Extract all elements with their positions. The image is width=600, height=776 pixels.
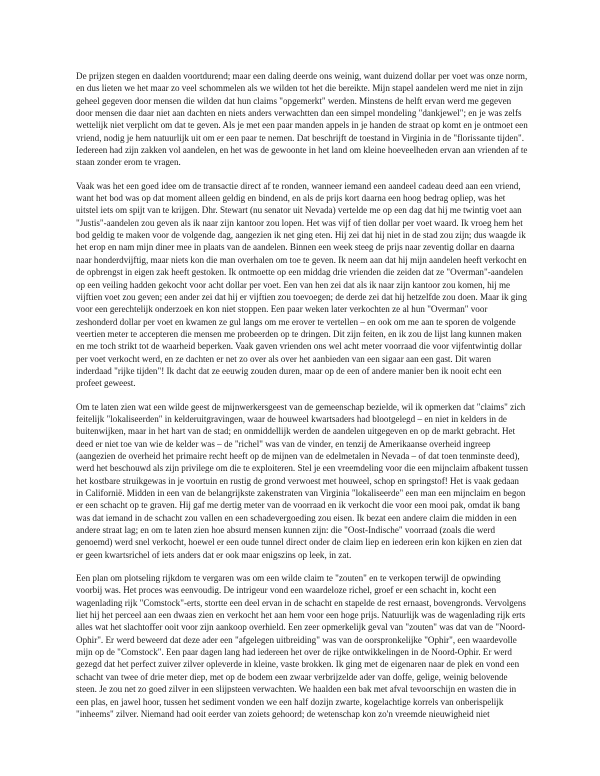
paragraph-3: Om te laten zien wat een wilde geest de mijnwerkersgeest van de gemeenschap bezielde, wil ik opmerken dat "claims" zich feitelijk "lokaliseerden" in kelderuitgravingen, waar de houweel kwartsaders had blootgelegd – en niet in kelders in de buitenwijken, maar in het hart van de stad; en onmiddellijk werden de aandelen uitgegeven en op de markt gebracht. Het deed er niet toe van wie de kelder was – de "richel" was van de vinder, en tenzij de Amerikaanse overheid ingreep (aangezien de overheid het primaire recht heeft op de mijnen van de edelmetalen in Nevada – of dat toen tenminste deed), werd het beschouwd als zijn privilege om die te exploiteren. Stel je een vreemdeling voor die een mijnclaim afbakent tussen het kostbare struikgewas in je voortuin en rustig de grond verwoest met houweel, schop en springstof! Het is vaak gedaan in Californië. Midden in een van de belangrijkste zakenstraten van Virginia "lokaliseerde" een man een mijnclaim en begon er een schacht op te graven. Hij gaf me dertig meter van de voorraad en ik verkocht die voor een mooi pak, omdat ik bang was dat iemand in de schacht zou vallen en een schadevergoeding zou eisen. Ik bezat een andere claim die midden in een andere straat lag; en om te laten zien hoe absurd mensen kunnen zijn: die "Oost-Indische" voorraad (zoals die werd genoemd) werd snel verkocht, hoewel er een oude tunnel direct onder de claim liep en iedereen erin kon kijken en zien dat er geen kwartsrichel of iets anders dat er ook maar enigszins op leek, in zat. [76,401,529,560]
paragraph-2: Vaak was het een goed idee om de transactie direct af te ronden, wanneer iemand een aandeel cadeau deed aan een vriend, want het bod was op dat moment alleen geldig en bindend, en als de prijs kort daarna een hoog bedrag opliep, was het uitstel iets om spijt van te krijgen. Dhr. Stewart (nu senator uit Nevada) vertelde me op een dag dat hij me twintig voet aan "Justis"-aandelen zou geven als ik naar zijn kantoor zou lopen. Het was vijf of tien dollar per voet waard. Ik vroeg hem het bod geldig te maken voor de volgende dag, aangezien ik net ging eten. Hij zei dat hij niet in de stad zou zijn; dus waagde ik het erop en nam mijn diner mee in plaats van de aandelen. Binnen een week steeg de prijs naar zeventig dollar en daarna naar honderdvijftig, maar niets kon die man overhalen om toe te geven. Ik neem aan dat hij mijn aandelen heeft verkocht en de opbrengst in eigen zak heeft gestoken. Ik ontmoette op een middag drie vrienden die zeiden dat ze "Overman"-aandelen op een veiling hadden gekocht voor acht dollar per voet. Een van hen zei dat als ik naar zijn kantoor zou komen, hij me vijftien voet zou geven; een ander zei dat hij er vijftien zou toevoegen; de derde zei dat hij hetzelfde zou doen. Maar ik ging voor een gerechtelijk onderzoek en kon niet stoppen. Een paar weken later verkochten ze al hun "Overman" voor zeshonderd dollar per voet en kwamen ze gul langs om me erover te vertellen – en ook om me aan te sporen de volgende veertien meter te accepteren die mensen me probeerden op te dringen. Dit zijn feiten, en ik zou de lijst lang kunnen maken en me toch strikt tot de waarheid beperken. Vaak gaven vrienden ons wel acht meter voorraad die voor vijfentwintig dollar per voet verkocht werd, en ze dachten er net zo over als over het aanbieden van een sigaar aan een gast. Dit waren inderdaad "rijke tijden"! Ik dacht dat ze eeuwig zouden duren, maar op de een of andere manier ben ik nooit echt een profeet geweest. [76,180,527,389]
paragraph-1: De prijzen stegen en daalden voortdurend; maar een daling deerde ons weinig, want duizend dollar per voet was onze norm, en dus lieten we het maar zo veel schommelen als we wilden tot het die bereikte. Mijn stapel aandelen werd me niet in zijn geheel gegeven door mensen die wilden dat hun claims "opgemerkt" werden. Minstens de helft ervan werd me gegeven door mensen die daar niet aan dachten en niets anders verwachtten dan een simpel mondeling "dankjewel"; en je was zelfs wettelijk niet verplicht om dat te geven. Als je met een paar manden appels in je handen de straat op komt en je ontmoet een vriend, nodig je hem natuurlijk uit om er een paar te nemen. Dat beschrijft de toestand in Virginia in de "florissante tijden". Iedereen had zijn zakken vol aandelen, en het was de gewoonte in het land om kleine hoeveelheden ervan aan vrienden af te staan zonder erom te vragen. [76,71,528,168]
paragraph-4: Een plan om plotseling rijkdom te vergaren was om een wilde claim te "zouten" en te verkopen terwijl de opwinding voorbij was. Het proces was eenvoudig. De intrigeur vond een waardeloze richel, groef er een schacht in, kocht een wagenlading rijk "Comstock"-erts, stortte een deel ervan in de schacht en stapelde de rest ernaast, bovengronds. Vervolgens liet hij het perceel aan een dwaas zien en verkocht het aan hem voor een hoge prijs. Natuurlijk was de wagenlading rijk erts alles wat het slachtoffer ooit voor zijn aankoop overhield. Een zeer opmerkelijk geval van "zouten" was dat van de "Noord-Ophir". Er werd beweerd dat deze ader een "afgelegen uitbreiding" was van de oorspronkelijke "Ophir", een waardevolle mijn op de "Comstock". Een paar dagen lang had iedereen het over de rijke ontwikkelingen in de Noord-Ophir. Er werd gezegd dat het perfect zuiver zilver opleverde in kleine, vaste brokken. Ik ging met de eigenaren naar de plek en vond een schacht van twee of drie meter diep, met op de bodem een zwaar verbrijzelde ader van doffe, gelige, weinig belovende steen. Je zou net zo goed zilver in een slijpsteen verwachten. We haalden een bak met afval tevoorschijn en wasten die in een plas, en jawel hoor, tussen het sediment vonden we een half dozijn zwarte, kogelachtige korrels van onberispelijk "inheems" zilver. Niemand had ooit eerder van zoiets gehoord; de wetenschap kon zo'n vreemde nieuwigheid niet [76,573,526,719]
